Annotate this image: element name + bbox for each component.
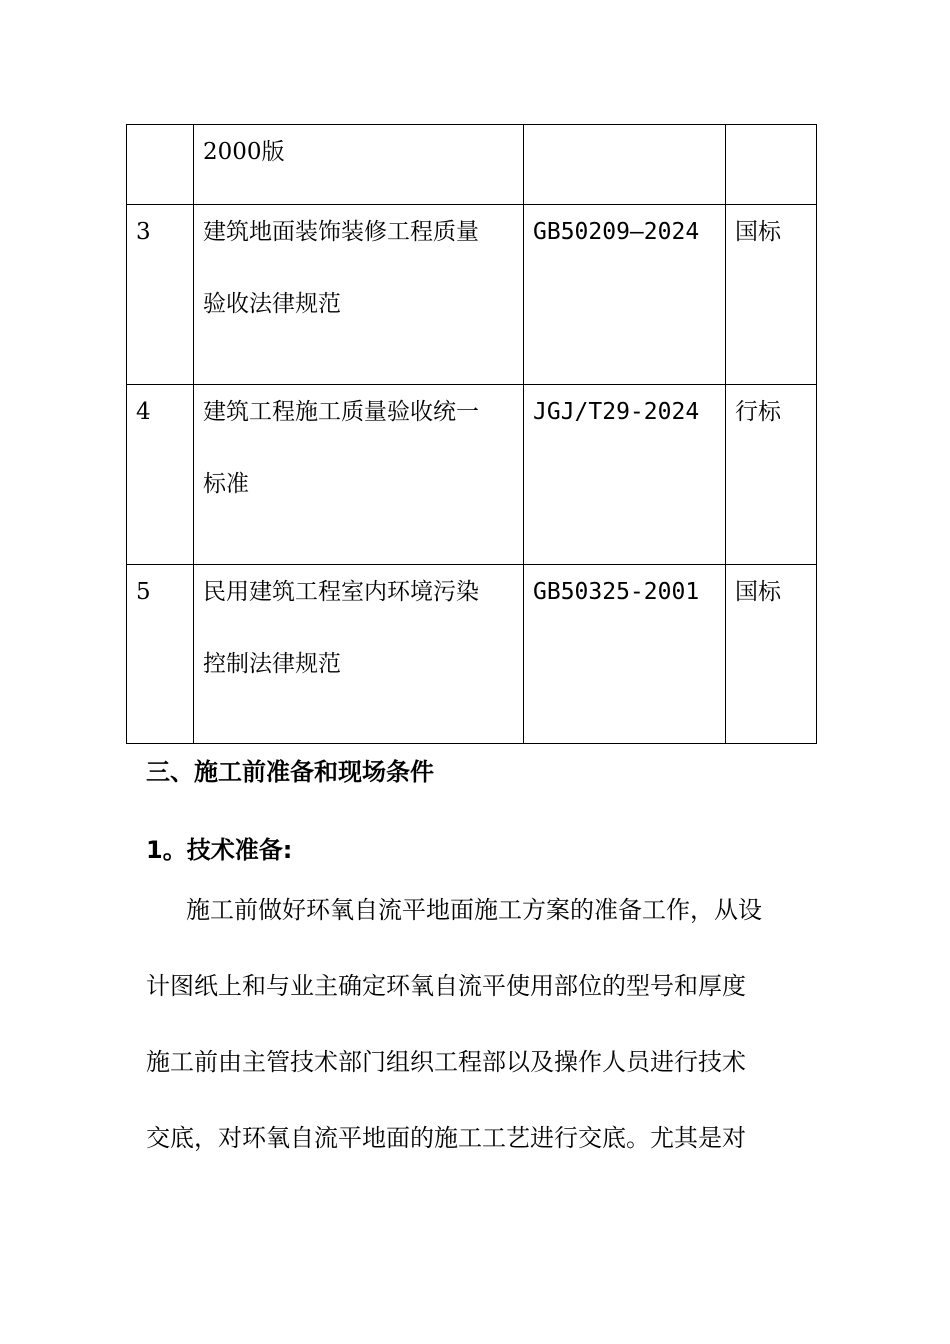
standards-table <box>126 124 817 744</box>
sub-heading: 1。技术准备: <box>146 836 293 864</box>
row-number-cell: 4 <box>127 385 194 565</box>
standard-code-cell: JGJ/T29-2024 <box>524 385 726 565</box>
standard-type-cell: 国标 <box>726 565 817 744</box>
paragraph-line: 施工前由主管技术部门组织工程部以及操作人员进行技术 <box>146 1048 746 1076</box>
body-paragraph <box>146 872 806 1176</box>
standard-name-cell: 建筑地面装饰装修工程质量 验收法律规范 <box>194 205 524 385</box>
standard-type-cell: 国标 <box>726 205 817 385</box>
paragraph-line: 施工前做好环氧自流平地面施工方案的准备工作，从设 <box>186 896 762 924</box>
paragraph-line: 计图纸上和与业主确定环氧自流平使用部位的型号和厚度 <box>146 972 746 1000</box>
standard-code-cell: GB50325-2001 <box>524 565 726 744</box>
paragraph-line: 交底，对环氧自流平地面的施工工艺进行交底。尤其是对 <box>146 1124 746 1152</box>
row-number-cell: 3 <box>127 205 194 385</box>
standard-name-cell: 民用建筑工程室内环境污染 控制法律规范 <box>194 565 524 744</box>
standard-type-cell: 行标 <box>726 385 817 565</box>
standard-name-cell: 建筑工程施工质量验收统一 标准 <box>194 385 524 565</box>
row-number-cell: 5 <box>127 565 194 744</box>
standard-name-cell: 2000版 <box>194 125 524 205</box>
standard-code-cell: GB50209—2024 <box>524 205 726 385</box>
section-heading: 三、施工前准备和现场条件 <box>146 758 434 786</box>
table-row <box>127 565 817 744</box>
table-row <box>127 385 817 565</box>
table-row <box>127 205 817 385</box>
